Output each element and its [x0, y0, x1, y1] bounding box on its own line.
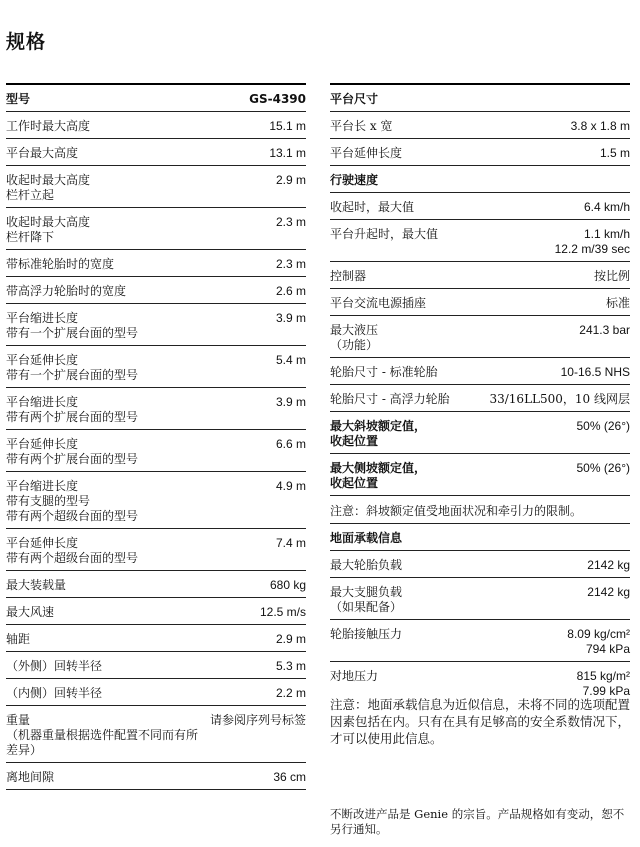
spec-row — [330, 358, 630, 385]
spec-value: 3.8 x 1.8 m — [570, 119, 630, 133]
spec-label: 平台长 x 宽 — [330, 119, 393, 133]
spec-label: 工作时最大高度 — [6, 119, 91, 133]
slope-note — [330, 496, 630, 524]
spec-value: 680 kg — [269, 578, 306, 592]
spec-label: 平台缩进长度 带有两个扩展台面的型号 — [6, 395, 139, 424]
spec-row — [6, 208, 306, 250]
spec-row — [6, 388, 306, 430]
spec-value: 5.4 m — [275, 353, 306, 367]
spec-row — [330, 454, 630, 496]
spec-value: 815 kg/m² 7.99 kPa — [576, 669, 630, 698]
spec-value: 241.3 bar — [579, 323, 630, 337]
left-spec-table — [6, 83, 306, 790]
spec-value: 36 cm — [273, 770, 306, 784]
spec-value: 2142 kg — [587, 558, 630, 572]
spec-value: 2.2 m — [275, 686, 306, 700]
spec-row — [6, 679, 306, 706]
note-text: 注意：斜坡额定值受地面状况和牵引力的限制。 — [330, 504, 583, 518]
spec-label: 最大支腿负载 （如果配备） — [330, 585, 403, 614]
spec-value: 10-16.5 NHS — [560, 365, 630, 379]
spec-row — [6, 139, 306, 166]
spec-row — [330, 578, 630, 620]
spec-label: 最大轮胎负载 — [330, 558, 403, 572]
spec-label: 带高浮力轮胎时的宽度 — [6, 284, 127, 298]
section-header — [330, 166, 630, 193]
spec-row — [330, 289, 630, 316]
spec-row — [6, 166, 306, 208]
spec-value: 8.09 kg/cm² 794 kPa — [567, 627, 630, 656]
spec-label: 轮胎接触压力 — [330, 627, 403, 641]
spec-row — [330, 316, 630, 358]
spec-label: 轮胎尺寸 - 高浮力轮胎 — [330, 392, 450, 406]
model-value: GS-4390 — [249, 92, 306, 106]
spec-label: 最大侧坡额定值， 收起位置 — [330, 461, 427, 490]
spec-label: 平台延伸长度 — [330, 146, 403, 160]
spec-value: 1.5 m — [599, 146, 630, 160]
spec-value: 2.9 m — [275, 632, 306, 646]
spec-row — [6, 625, 306, 652]
spec-label: 带标准轮胎时的宽度 — [6, 257, 115, 271]
spec-label: 最大风速 — [6, 605, 55, 619]
spec-row — [6, 529, 306, 571]
spec-row — [6, 277, 306, 304]
spec-value: 7.4 m — [275, 536, 306, 550]
spec-row — [330, 551, 630, 578]
spec-row — [330, 262, 630, 289]
spec-value: 33/16LL500，10 线网层 — [489, 392, 630, 406]
spec-row — [6, 571, 306, 598]
spec-row — [6, 763, 306, 790]
spec-value: 6.4 km/h — [583, 200, 630, 214]
spec-value: 2142 kg — [587, 585, 630, 599]
spec-label: 最大装载量 — [6, 578, 67, 592]
spec-row — [6, 346, 306, 388]
section-title: 地面承载信息 — [330, 531, 403, 545]
spec-label: 收起时最大高度 栏杆降下 — [6, 215, 91, 244]
footer-note: 不断改进产品是 Genie 的宗旨。产品规格如有变动，恕不另行通知。 — [330, 807, 625, 836]
spec-value: 12.5 m/s — [259, 605, 306, 619]
spec-row — [330, 620, 630, 662]
spec-label: 离地间隙 — [6, 770, 55, 784]
section-header — [330, 524, 630, 551]
spec-label: 平台延伸长度 带有两个超级台面的型号 — [6, 536, 139, 565]
section-title: 行驶速度 — [330, 173, 379, 187]
spec-label: 平台交流电源插座 — [330, 296, 427, 310]
spec-row — [330, 220, 630, 262]
spec-label: 平台缩进长度 带有一个扩展台面的型号 — [6, 311, 139, 340]
spec-label: 对地压力 — [330, 669, 379, 683]
spec-label: 轴距 — [6, 632, 31, 646]
spec-value: 请参阅序列号标签 — [209, 713, 306, 727]
spec-value: 3.9 m — [275, 395, 306, 409]
spec-value: 2.6 m — [275, 284, 306, 298]
spec-value: 15.1 m — [269, 119, 306, 133]
spec-row — [330, 385, 630, 412]
spec-label: 收起时最大高度 栏杆立起 — [6, 173, 91, 202]
spec-label: 控制器 — [330, 269, 367, 283]
spec-row — [330, 139, 630, 166]
spec-label: 最大斜坡额定值， 收起位置 — [330, 419, 427, 448]
spec-value: 6.6 m — [275, 437, 306, 451]
spec-value: 3.9 m — [275, 311, 306, 325]
spec-value: 4.9 m — [275, 479, 306, 493]
spec-label: 最大液压 （功能） — [330, 323, 379, 352]
spec-value: 13.1 m — [269, 146, 306, 160]
right-spec-table — [330, 83, 630, 703]
page-title: 规格 — [6, 31, 47, 53]
spec-label: 重量 （机器重量根据选件配置不同而有所差异） — [6, 713, 199, 757]
spec-row — [330, 112, 630, 139]
spec-label: 平台缩进长度 带有支腿的型号 带有两个超级台面的型号 — [6, 479, 139, 523]
spec-row — [6, 250, 306, 277]
spec-row — [6, 598, 306, 625]
spec-row — [6, 652, 306, 679]
spec-value: 2.3 m — [275, 257, 306, 271]
spec-row — [6, 112, 306, 139]
spec-label: 轮胎尺寸 - 标准轮胎 — [330, 365, 438, 379]
spec-row — [6, 706, 306, 763]
model-header-row — [6, 85, 306, 112]
spec-label: 平台升起时，最大值 — [330, 227, 439, 241]
spec-row — [330, 193, 630, 220]
spec-label: （外侧）回转半径 — [6, 659, 103, 673]
section-header — [330, 85, 630, 112]
spec-value: 5.3 m — [275, 659, 306, 673]
spec-row — [330, 412, 630, 454]
spec-value: 按比例 — [593, 269, 630, 283]
spec-label: 平台延伸长度 带有两个扩展台面的型号 — [6, 437, 139, 466]
spec-value: 2.3 m — [275, 215, 306, 229]
spec-value: 50% (26°) — [576, 419, 630, 433]
spec-value: 标准 — [605, 296, 630, 310]
spec-label: 平台延伸长度 带有一个扩展台面的型号 — [6, 353, 139, 382]
section-title: 平台尺寸 — [330, 92, 379, 106]
ground-load-note: 注意：地面承载信息为近似信息，未将不同的选项配置因素包括在内。只有在具有足够高的安全系数情况下，才可以使用此信息。 — [330, 697, 631, 746]
spec-label: （内侧）回转半径 — [6, 686, 103, 700]
spec-label: 平台最大高度 — [6, 146, 79, 160]
spec-value: 1.1 km/h 12.2 m/39 sec — [554, 227, 630, 256]
model-label: 型号 — [6, 92, 31, 106]
spec-row — [6, 472, 306, 529]
spec-value: 50% (26°) — [576, 461, 630, 475]
spec-value: 2.9 m — [275, 173, 306, 187]
spec-row — [6, 304, 306, 346]
spec-row — [6, 430, 306, 472]
spec-label: 收起时，最大值 — [330, 200, 415, 214]
